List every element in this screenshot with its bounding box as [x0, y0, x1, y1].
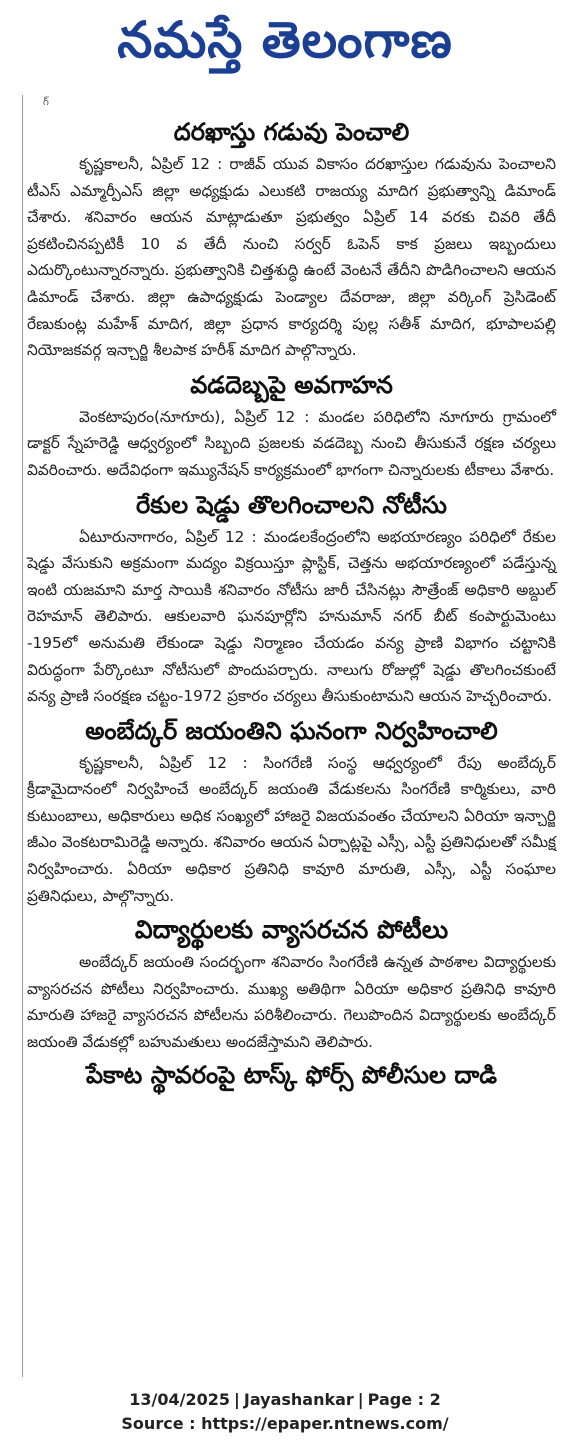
article-body: కృష్ణకాలనీ, ఏప్రిల్ 12 : సింగరేణి సంస్థ ఆధ్వర్యంలో రేపు అంబేద్కర్ క్రీడామైదానంలో నిర్వహించే అంబేద్కర్ జయంతి వేడుకలను సింగరేణి కార్మికులు, వారి కుటుంబాలు, అధికారులు అధిక సంఖ్యలో హాజరై విజయవంతం చేయాలని ఏరియా ఇన్చార్జి జీఎం వెంకటరామిరెడ్డి అన్నారు. శనివారం ఆయన ఏర్పాట్లపై ఎస్సీ, ఎస్టీ ప్రతినిధులతో సమీక్ష నిర్వహించారు. ఏరియా అధికార ప్రతినిధి కావూరి మారుతి, ఎస్సీ, ఎస్టీ సంఘాల ప్రతినిధులు, పాల్గొన్నారు.: [27, 753, 556, 905]
footer-source: Source : https://epaper.ntnews.com/: [121, 1414, 449, 1433]
article-5: [23, 913, 560, 1055]
article-2: [23, 368, 560, 484]
article-headline: దరఖాస్తు గడువు పెంచాలి: [173, 118, 410, 146]
article-body: కృష్ణకాలనీ, ఏప్రిల్ 12 : రాజీవ్ యువ వికాసం దరఖాస్తుల గడువును పెంచాలని టీఎస్ ఎమ్మార్పీఎస్ జిల్లా అధ్యక్షుడు ఎలుకటి రాజయ్య మాదిగ ప్రభుత్వాన్ని డిమాండ్ చేశారు. శనివారం ఆయన మాట్లాడుతూ ప్రభుత్వం ఏప్రిల్ 14 వరకు చివరి తేదీ ప్రకటించినప్పటికీ 10 వ తేదీ నుంచి సర్వర్ ఓపెన్ కాక ప్రజలు ఇబ్బందులు ఎదుర్కొంటున్నారన్నారు. ప్రభుత్వానికి చిత్తశుద్ధి ఉంటే వెంటనే తేదీని పొడిగించాలని ఆయన డిమాండ్ చేశారు. జిల్లా ఉపాధ్యక్షుడు పెండ్యాల దేవరాజు, జిల్లా వర్కింగ్ ప్రెసిడెంట్ రేణుకుంట్ల మహేశ్ మాదిగ, జిల్లా ప్రధాన కార్యదర్శి పుల్ల సతీశ్ మాదిగ, భూపాలపల్లి నియోజకవర్గ ఇన్చార్జి శీలపాక హరీశ్ మాదిగ పాల్గొన్నారు.: [27, 155, 556, 360]
article-6-cut-off: [23, 1058, 560, 1092]
footer-meta-line: 13/04/2025 | Jayashankar | Page : 2: [129, 1390, 441, 1409]
clipping-frame: [22, 95, 560, 1377]
footer-page: Page : 2: [367, 1390, 441, 1409]
footer-date: 13/04/2025: [129, 1390, 231, 1409]
article-body: అంబేద్కర్ జయంతి సందర్భంగా శనివారం సింగరేణి ఉన్నత పాఠశాల విద్యార్థులకు వ్యాసరచన పోటీలు నిర్వహించారు. ముఖ్య అతిథిగా ఏరియా అధికార ప్రతినిధి కావూరి మారుతి హాజరై వ్యాసరచన పోటీలను పరిశీలించారు. గెలుపొందిన విద్యార్థులకు అంబేద్కర్ జయంతి వేడుకల్లో బహుమతులు అందజేస్తామని తెలిపారు.: [27, 953, 556, 1052]
article-body: ఏటూరునాగారం, ఏప్రిల్ 12 : మండలకేంద్రంలోని అభయారణ్యం పరిధిలో రేకుల షెడ్డు వేసుకుని అక్రమంగా మద్యం విక్రయిస్తూ ప్లాస్టిక్, చెత్తను అభయారణ్యంలో పడేస్తున్న ఇంటి యజమాని మార్త సాయికి శనివారం నోటీసు జారీ చేసినట్లు సౌత్రేంజ్ అధికారి అబ్దుల్ రెహమాన్ తెలిపారు. ఆకులవారి ఘనపూర్లోని హనుమాన్ నగర్ బీట్ కంపార్టుమెంటు -195లో అనుమతి లేకుండా షెడ్డు నిర్మాణం చేయడం వన్య ప్రాణి విభాగం చట్టానికి విరుద్ధంగా పేర్కొంటూ నోటీసులో పొందుపర్చారు. నాలుగు రోజుల్లో షెడ్డు తొలగించకుంటే వన్య ప్రాణి సంరక్షణ చట్టం-1972 ప్రకారం చర్యలు తీసుకుంటామని ఆయన హెచ్చరించారు.: [27, 527, 556, 706]
article-4: [23, 714, 560, 910]
article-headline: పేకాట స్థావరంపై టాస్క్ ఫోర్స్ పోలీసుల దాడి: [85, 1060, 498, 1089]
article-headline: విద్యార్థులకు వ్యాసరచన పోటీలు: [134, 915, 449, 945]
article-3: [23, 488, 560, 710]
article-headline: రేకుల షెడ్డు తొలగించాలని నోటీసు: [136, 490, 447, 519]
article-body: వెంకటాపురం(నూగూరు), ఏప్రిల్ 12 : మండల పరిధిలోని నూగూరు గ్రామంలో డాక్టర్ స్నేహరెడ్డి ఆధ్వర్యంలో సిబ్బంది ప్రజలకు వడదెబ్బ నుంచి తీసుకునే రక్షణ చర్యలు వివరించారు. అదేవిధంగా ఇమ్యునేషన్ కార్యక్రమంలో భాగంగా చిన్నారులకు టీకాలు వేశారు.: [27, 407, 556, 479]
masthead: [0, 0, 570, 92]
clipping-footer: [0, 1388, 570, 1436]
newspaper-logo: నమస్తే తెలంగాణ: [117, 10, 453, 69]
article-headline: వడదెబ్బపై అవగాహన: [190, 370, 393, 399]
cropped-text-fragment: గ్: [43, 97, 49, 108]
footer-edition: Jayashankar: [243, 1390, 354, 1409]
article-headline: అంబేద్కర్ జయంతిని ఘనంగా నిర్వహించాలి: [85, 716, 498, 745]
article-1: [23, 115, 560, 364]
